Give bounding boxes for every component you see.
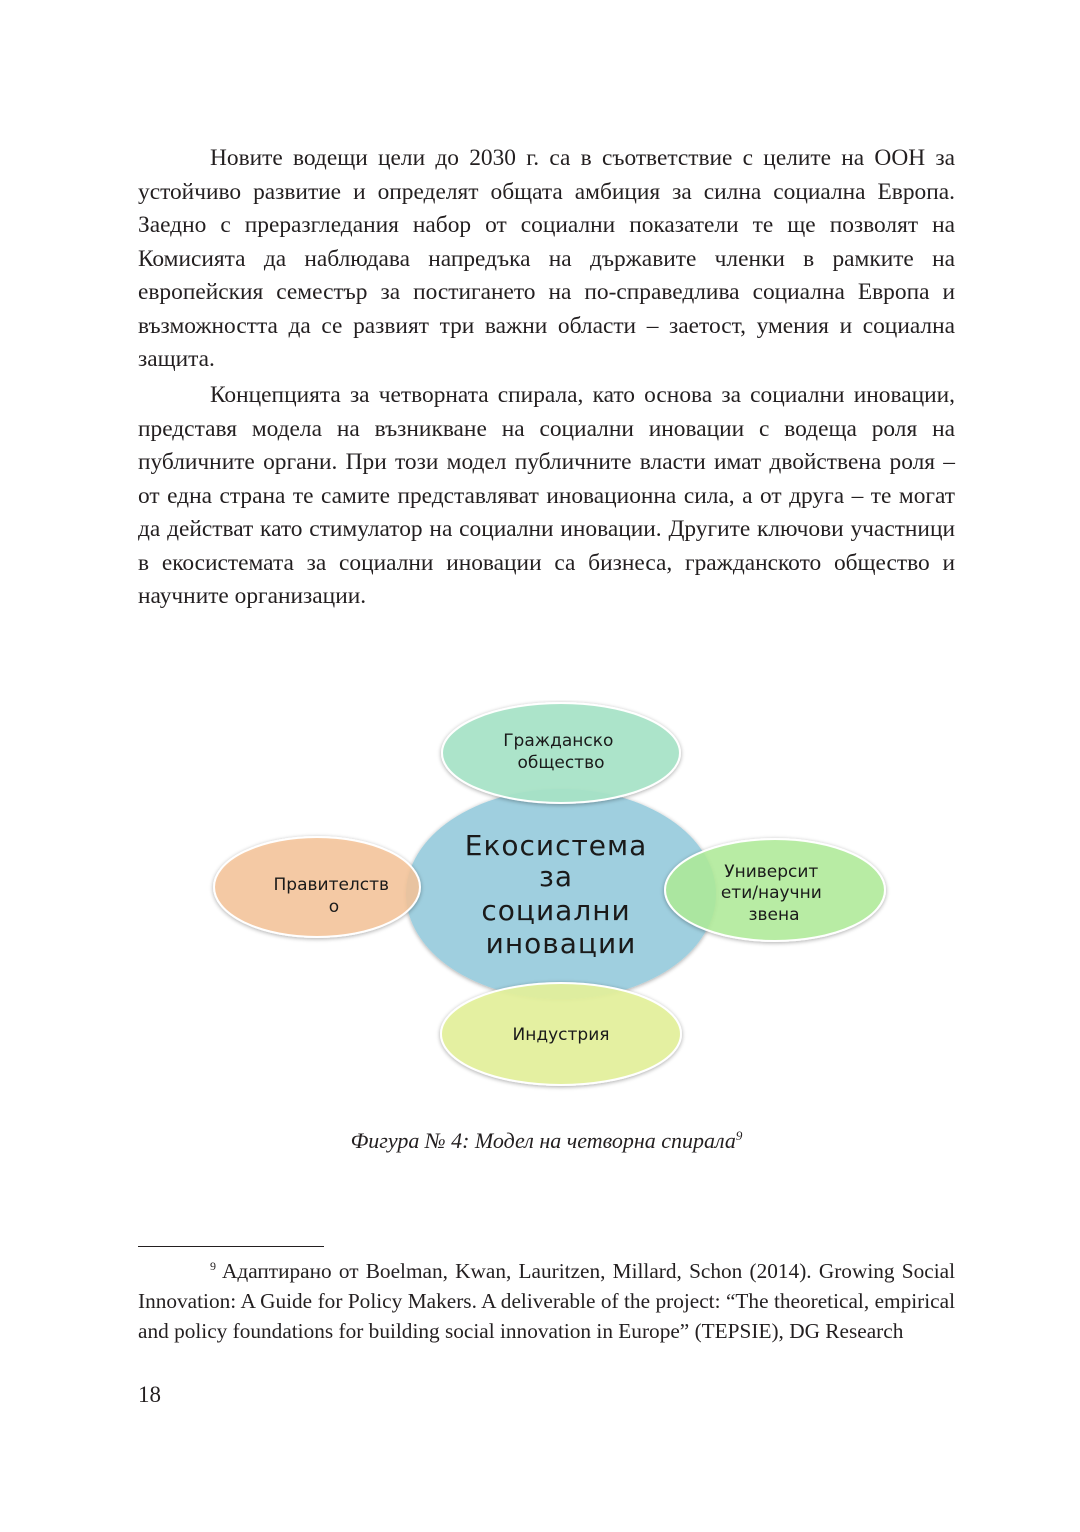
node-right-label: Университ ети/научни звена (720, 862, 822, 925)
page-number: 18 (138, 1382, 161, 1407)
center-label: Екосистема за социални иновации (464, 829, 648, 960)
footnote-marker: 9 (210, 1259, 216, 1273)
footnote (138, 1256, 955, 1346)
body-paragraph-2: Концепцията за четворната спирала, като основа за социални иновации, представя модела на възникване на социални иновации с водеща роля на публичните органи. При този модел публичните власти имат двойствена роля – от една страна те самите представляват иновационна сила, а от друга – те могат да действат като стимулатор на социални иновации. Другите ключови участници в екосистемата за социални иновации са бизнеса, гражданското общество и научните организации. (138, 382, 955, 609)
node-bottom-label: Индустрия (512, 1025, 610, 1045)
node-top-label: Гражданско общество (503, 731, 614, 773)
node-left-label: Правителств о (273, 875, 390, 917)
caption-footnote-ref[interactable]: 9 (735, 1128, 743, 1143)
figure-caption-text: Фигура № 4: Модел на четворна спирала (350, 1128, 736, 1153)
quadruple-helix-diagram (200, 700, 900, 1100)
footnote-text: Адаптирано от Boelman, Kwan, Lauritzen, Millard, Schon (2014). Growing Social Innovation: A Guide for Policy Makers. A deliverable of the project: “The theoretical, empirical and policy foundations for building social innovation in Europe” (TEPSIE), DG Research (138, 1259, 955, 1343)
body-paragraph-1: Новите водещи цели до 2030 г. са в съответствие с целите на ООН за устойчиво развитие и определят общата амбиция за силна социална Европа. Заедно с преразгледания набор от социални показатели те ще позволят на Комисията да наблюдава напредъка на държавите членки в рамките на европейския семестър за постигането на по-справедлива социална Европа и възможността да се развият три важни области – заетост, умения и социална защита. (138, 145, 955, 372)
figure-caption (138, 1126, 955, 1156)
footnote-separator (138, 1246, 324, 1247)
